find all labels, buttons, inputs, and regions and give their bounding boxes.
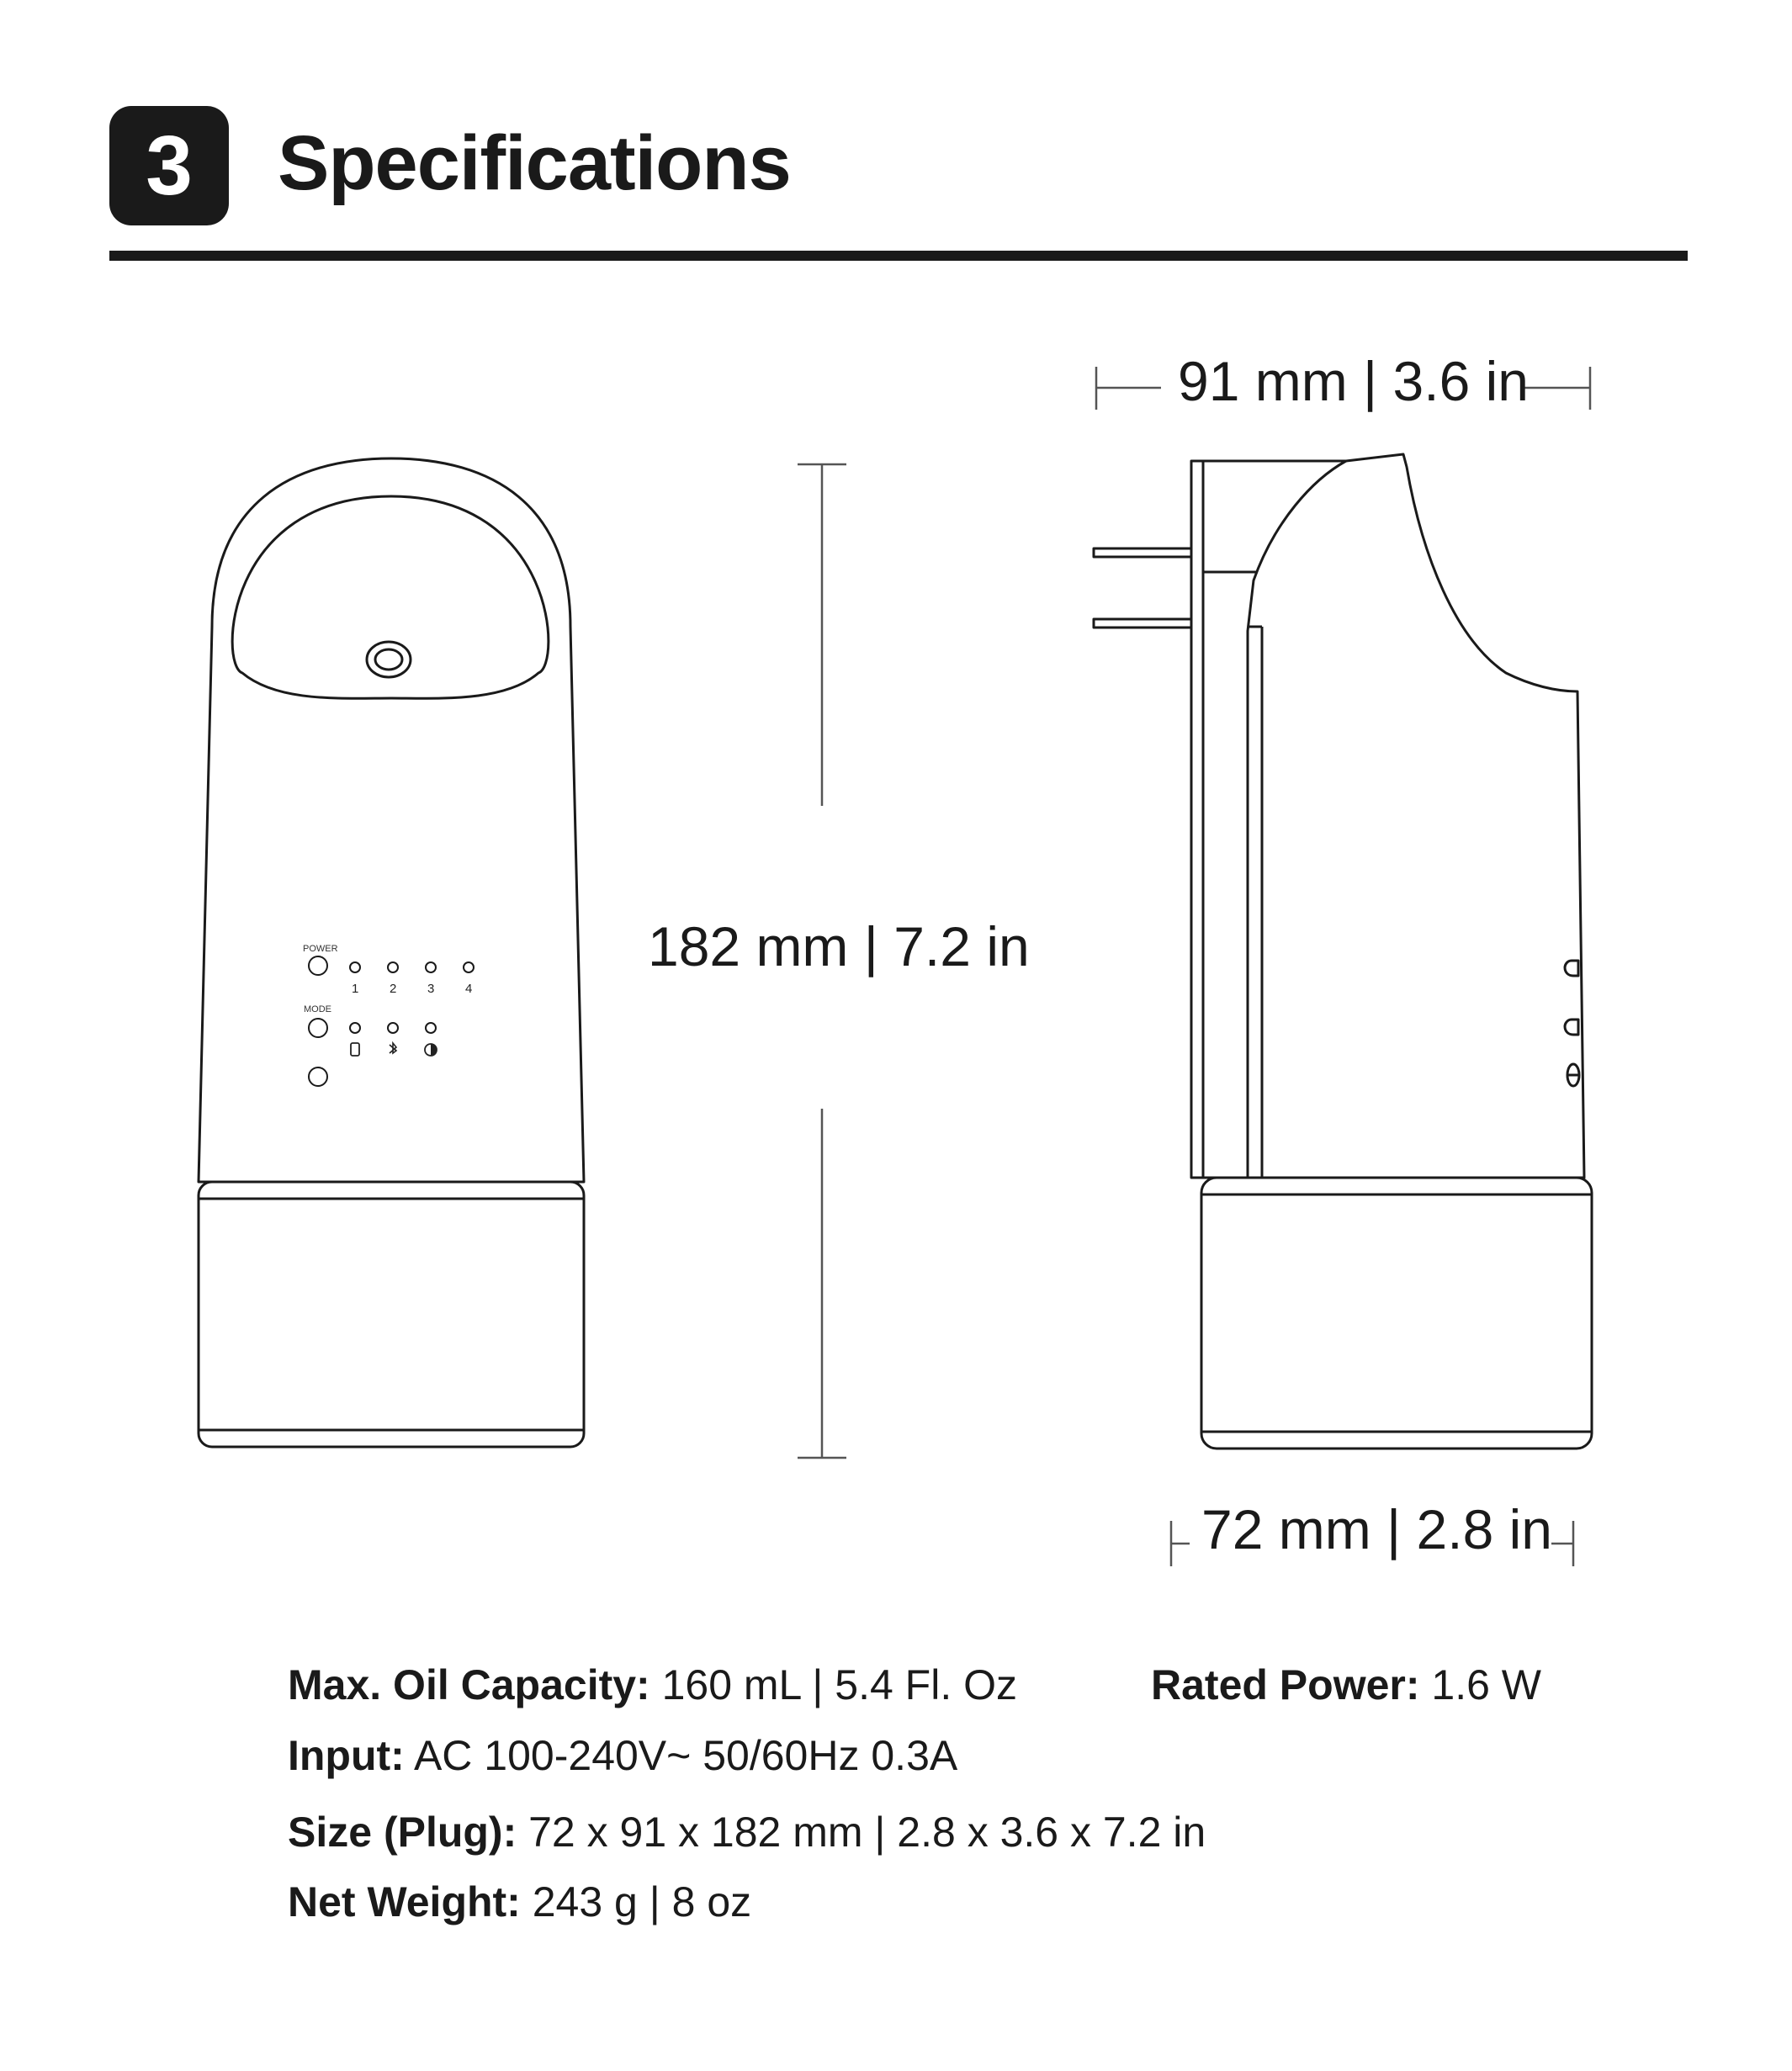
- spec-input: [288, 1732, 958, 1779]
- front-view-drawing: [199, 458, 584, 1447]
- spec-power-value: 1.6 W: [1419, 1661, 1541, 1708]
- control-panel-labels: [303, 944, 472, 1056]
- spec-weight-label: Net Weight:: [288, 1878, 521, 1925]
- mode-label: MODE: [304, 1004, 331, 1014]
- spec-capacity: [288, 1661, 1018, 1708]
- spec-capacity-label: Max. Oil Capacity:: [288, 1661, 650, 1708]
- spec-size: [288, 1809, 1206, 1856]
- page-title: Specifications: [278, 120, 791, 206]
- side-view-drawing: [1094, 454, 1592, 1449]
- spec-weight: [288, 1878, 752, 1925]
- spec-rated-power: [1151, 1661, 1541, 1708]
- section-number: 3: [146, 118, 193, 213]
- height-dimension-label: 182 mm | 7.2 in: [648, 915, 1030, 977]
- spec-size-value: 72 x 91 x 182 mm | 2.8 x 3.6 x 7.2 in: [517, 1809, 1206, 1856]
- depth-dimension-label: 72 mm | 2.8 in: [1201, 1498, 1552, 1560]
- level-2-label: 2: [390, 982, 397, 996]
- spec-input-label: Input:: [288, 1732, 405, 1779]
- spec-size-label: Size (Plug):: [288, 1809, 517, 1856]
- power-label: POWER: [303, 944, 338, 954]
- phone-icon: [351, 1043, 359, 1056]
- spec-capacity-value: 160 mL | 5.4 Fl. Oz: [649, 1661, 1018, 1708]
- spec-power-label: Rated Power:: [1151, 1661, 1420, 1708]
- half-circle-icon: [425, 1044, 437, 1056]
- level-1-label: 1: [352, 982, 359, 996]
- level-4-label: 4: [465, 982, 473, 996]
- spec-input-value: AC 100-240V~ 50/60Hz 0.3A: [404, 1732, 958, 1779]
- control-panel: [309, 956, 474, 1086]
- level-3-label: 3: [427, 982, 435, 996]
- width-dimension-label: 91 mm | 3.6 in: [1178, 350, 1529, 412]
- spec-weight-value: 243 g | 8 oz: [520, 1878, 752, 1925]
- bluetooth-icon: [390, 1043, 396, 1053]
